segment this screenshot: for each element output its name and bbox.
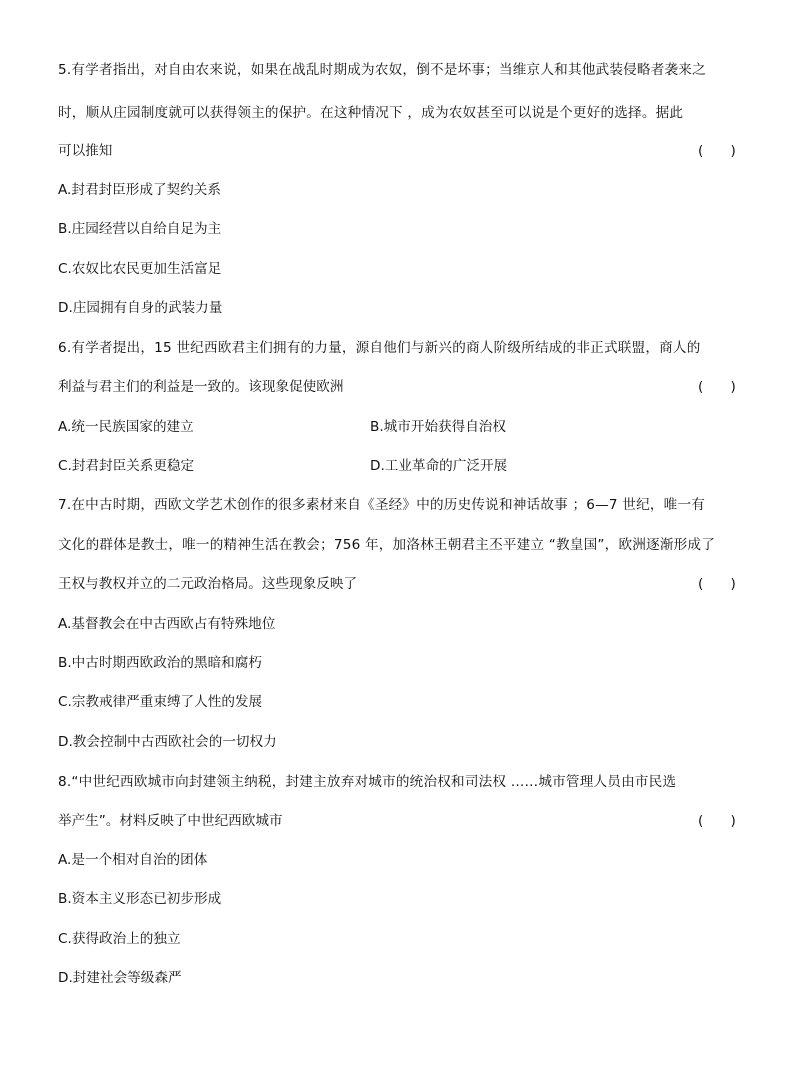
question-5-line-3: 可以推知: [58, 143, 113, 159]
question-6-line-2: 利益与君主们的利益是一致的。该现象促使欧洲: [58, 379, 344, 395]
question-5-option-c: C.农奴比农民更加生活富足: [58, 261, 222, 277]
question-6-option-b: B.城市开始获得自治权: [370, 419, 506, 435]
question-7-option-c: C.宗教戒律严重束缚了人性的发展: [58, 694, 263, 710]
question-8-option-c: C.获得政治上的独立: [58, 931, 181, 947]
question-5-answer-paren: ( ): [698, 143, 736, 159]
question-8-option-b: B.资本主义形态已初步形成: [58, 891, 222, 907]
question-6-option-d: D.工业革命的广泛开展: [370, 458, 508, 474]
question-8-option-a: A.是一个相对自治的团体: [58, 852, 208, 868]
question-8-line-2: 举产生”。材料反映了中世纪西欧城市: [58, 813, 283, 829]
question-5-option-b: B.庄园经营以自给自足为主: [58, 221, 222, 237]
question-7-answer-paren: ( ): [698, 576, 736, 592]
question-7-option-b: B.中古时期西欧政治的黑暗和腐朽: [58, 655, 262, 671]
question-7-option-a: A.基督教会在中古西欧占有特殊地位: [58, 616, 276, 632]
question-6-option-a: A.统一民族国家的建立: [58, 419, 194, 435]
question-7-line-3: 王权与教权并立的二元政治格局。这些现象反映了: [58, 576, 358, 592]
question-5-option-d: D.庄园拥有自身的武装力量: [58, 300, 223, 316]
question-5-line-2: 时，顺从庄园制度就可以获得领主的保护。在这种情况下 ，成为农奴甚至可以说是个更好的选择。据此: [58, 105, 684, 121]
question-6-answer-paren: ( ): [698, 379, 736, 395]
question-8-answer-paren: ( ): [698, 813, 736, 829]
question-7-option-d: D.教会控制中古西欧社会的一切权力: [58, 734, 277, 750]
question-8-line-1: 8.“中世纪西欧城市向封建领主纳税，封建主放弃对城市的统治权和司法权 ……城市管理人员由市民选: [58, 774, 677, 790]
question-8-option-d: D.封建社会等级森严: [58, 970, 182, 986]
question-6-option-c: C.封君封臣关系更稳定: [58, 458, 195, 474]
question-5-line-1: 5.有学者指出，对自由农来说，如果在战乱时期成为农奴，倒不是坏事；当维京人和其他武装侵略者袭来之: [58, 62, 706, 78]
question-6-line-1: 6.有学者提出，15 世纪西欧君主们拥有的力量，源自他们与新兴的商人阶级所结成的非正式联盟，商人的: [58, 340, 701, 356]
question-7-line-2: 文化的群体是教士，唯一的精神生活在教会；756 年，加洛林王朝君主丕平建立 “教皇国”，欧洲逐渐形成了: [58, 537, 715, 553]
question-7-line-1: 7.在中古时期，西欧文学艺术创作的很多素材来自《圣经》中的历史传说和神话故事 ；6—7 世纪，唯一有: [58, 497, 706, 513]
question-5-option-a: A.封君封臣形成了契约关系: [58, 182, 221, 198]
